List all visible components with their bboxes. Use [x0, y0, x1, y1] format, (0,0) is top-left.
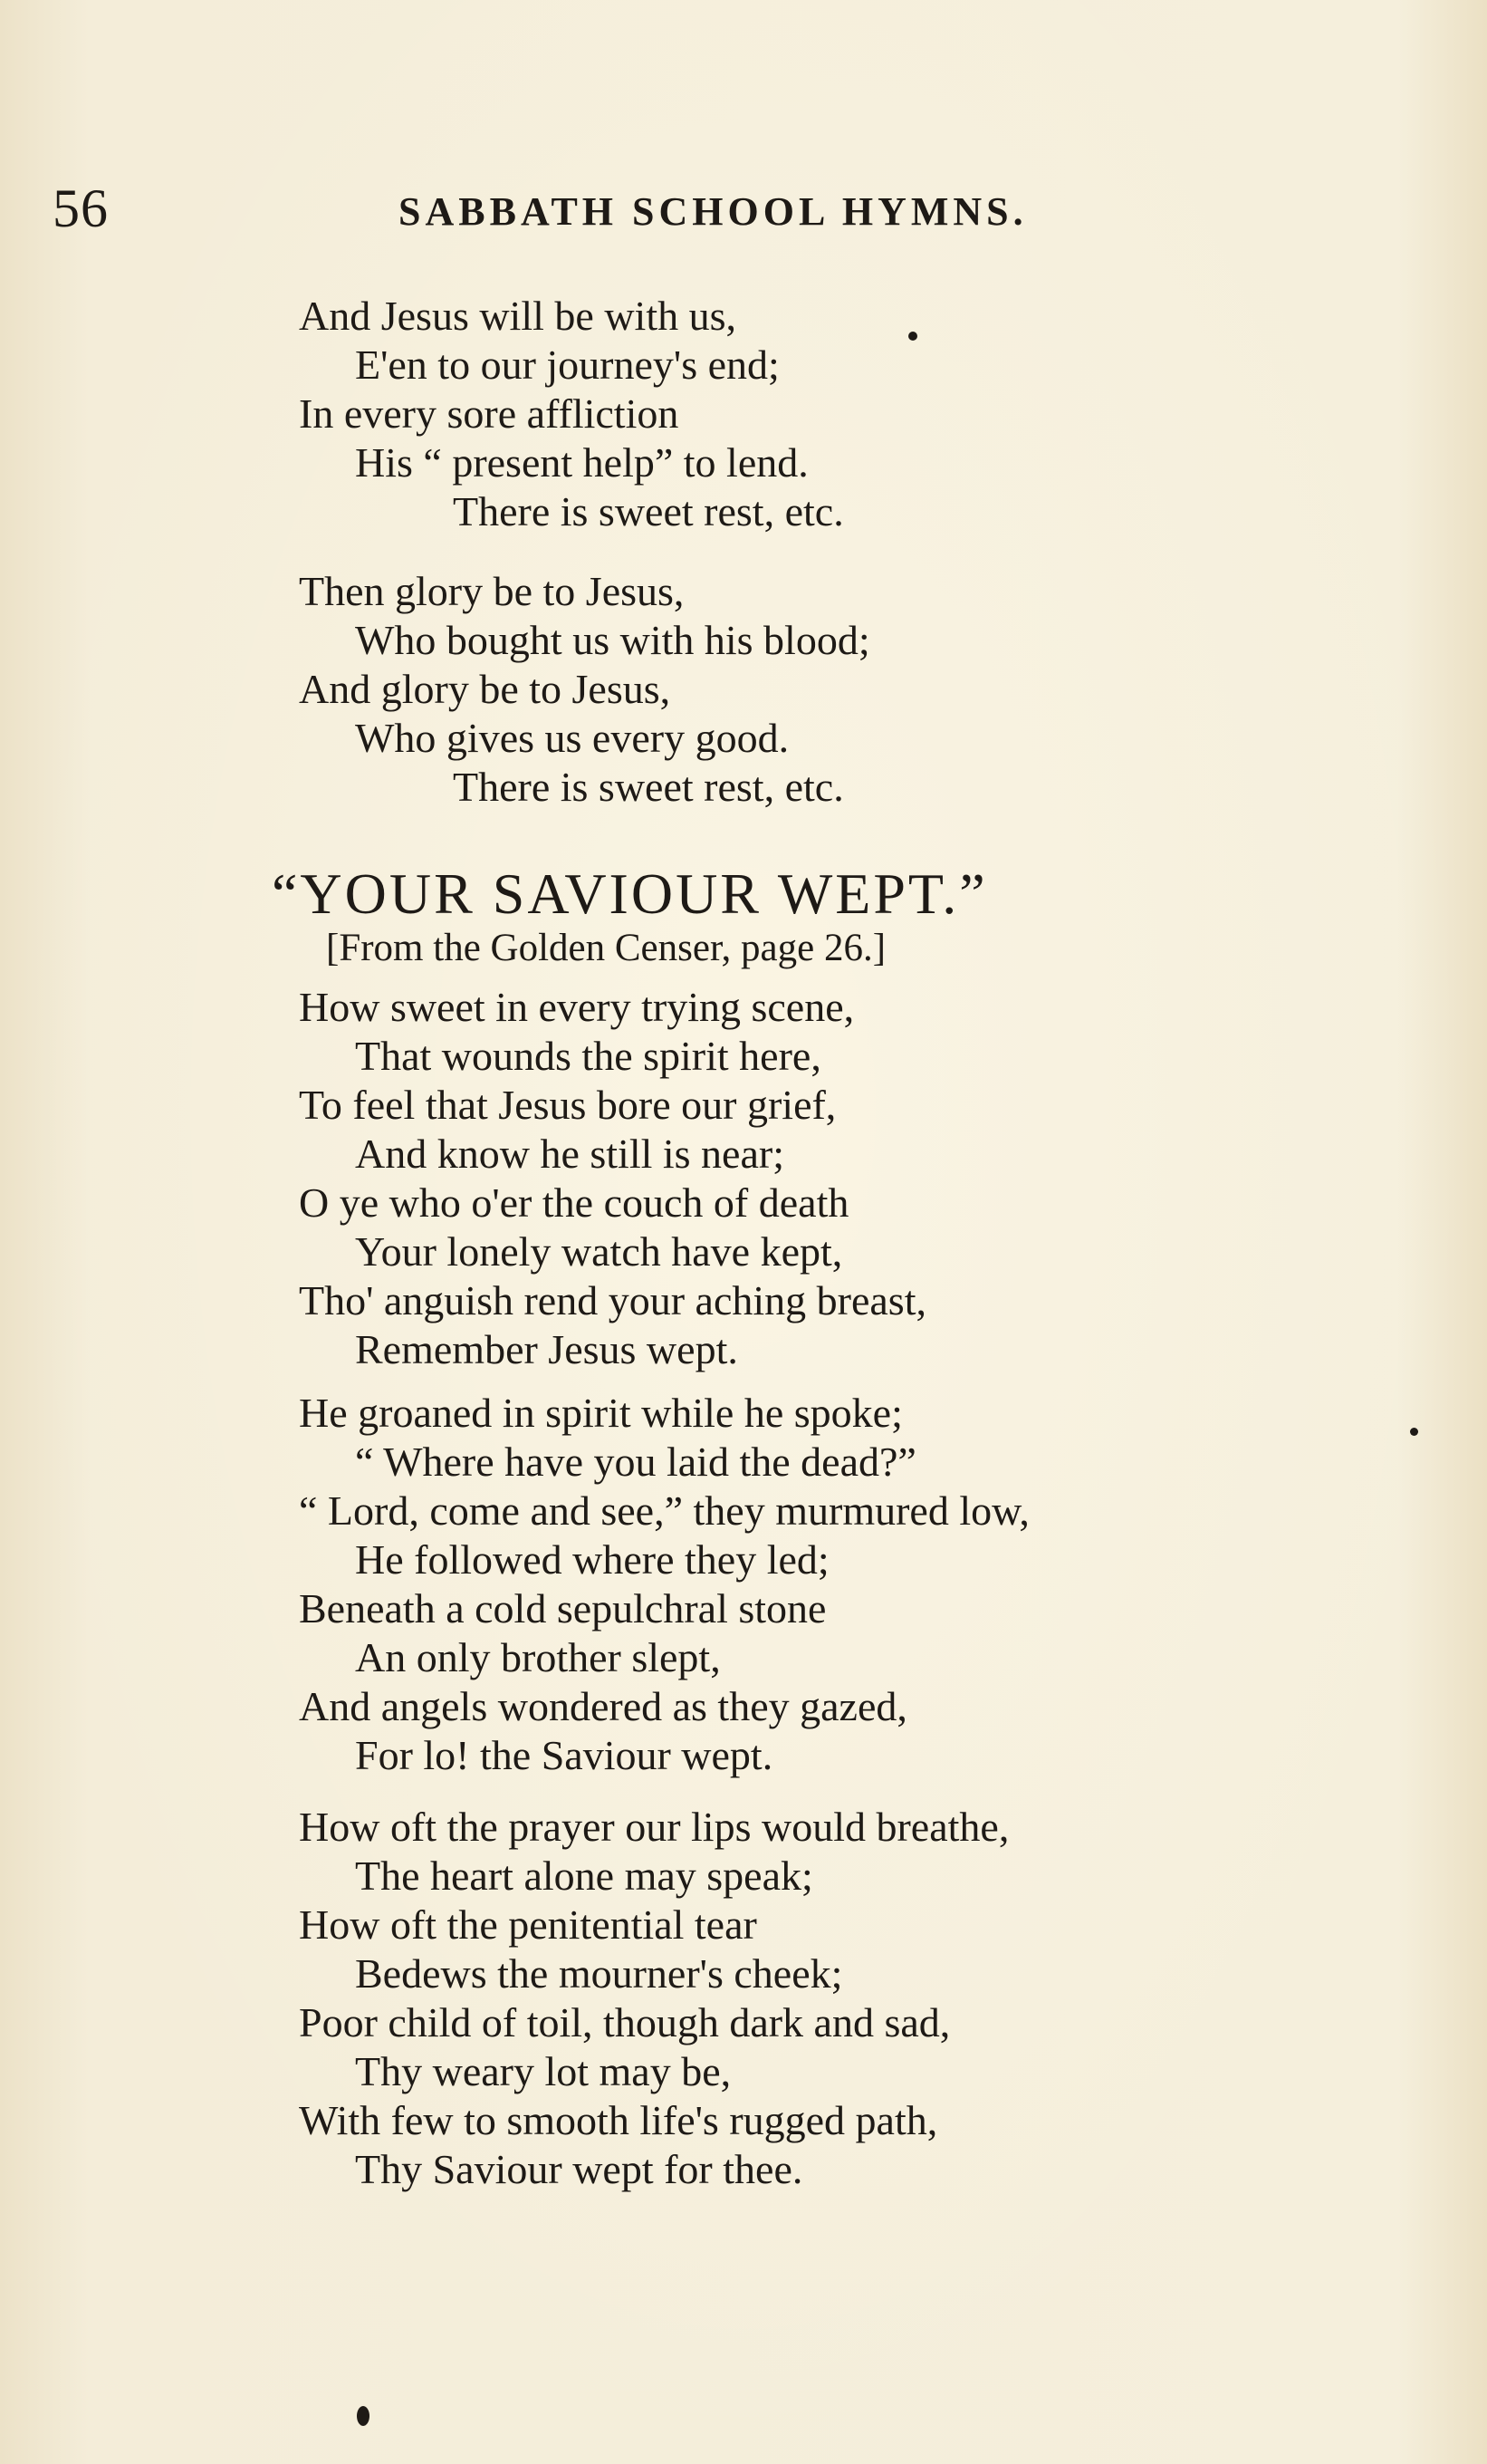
verse-line: In every sore affliction: [299, 390, 679, 437]
verse-line: And angels wondered as they gazed,: [299, 1683, 907, 1729]
verse-line: Thy weary lot may be,: [355, 2048, 732, 2094]
verse-line: And know he still is near;: [355, 1131, 784, 1177]
verse-line: He groaned in spirit while he spoke;: [299, 1390, 903, 1436]
chorus-line: There is sweet rest, etc.: [453, 488, 844, 534]
verse-line: An only brother slept,: [355, 1634, 721, 1680]
verse-line: Poor child of toil, though dark and sad,: [299, 1999, 951, 2045]
verse-line: That wounds the spirit here,: [355, 1033, 821, 1079]
hymn-stanza-3: [299, 1803, 1295, 2194]
verse-line: The heart alone may speak;: [355, 1853, 813, 1899]
ink-speck: [908, 332, 917, 341]
verse-line: “ Lord, come and see,” they murmured low,: [299, 1487, 1030, 1534]
verse-line: And glory be to Jesus,: [299, 666, 671, 712]
verse-line: Beneath a cold sepulchral stone: [299, 1585, 827, 1631]
verse-line: For lo! the Saviour wept.: [355, 1732, 773, 1778]
verse-line: With few to smooth life's rugged path,: [299, 2097, 938, 2143]
verse-line: How sweet in every trying scene,: [299, 984, 855, 1030]
hymn-stanza-2: [299, 1389, 1295, 1780]
verse-line: How oft the prayer our lips would breathe,: [299, 1804, 1010, 1850]
verse-line: Tho' anguish rend your aching breast,: [299, 1277, 926, 1323]
verse-line: O ye who o'er the couch of death: [299, 1179, 849, 1226]
verse-line: Remember Jesus wept.: [355, 1326, 738, 1372]
verse-line: How oft the penitential tear: [299, 1901, 757, 1948]
verse-line: To feel that Jesus bore our grief,: [299, 1082, 837, 1128]
verse-line: “ Where have you laid the dead?”: [355, 1439, 916, 1485]
ink-speck: [357, 2406, 369, 2426]
ink-speck: [1410, 1428, 1418, 1436]
verse-line: Your lonely watch have kept,: [355, 1228, 843, 1275]
verse-line: Thy Saviour wept for thee.: [355, 2146, 803, 2192]
hymn-stanza-1: [299, 983, 1295, 1374]
hymn-source: [From the Golden Censer, page 26.]: [326, 927, 887, 969]
verse-line: Who gives us every good.: [355, 715, 790, 761]
verse-line: He followed where they led;: [355, 1536, 830, 1583]
verse-line: His “ present help” to lend.: [355, 439, 809, 486]
verse-line: Who bought us with his blood;: [355, 617, 870, 663]
verse-line: Then glory be to Jesus,: [299, 568, 685, 614]
prev-hymn-stanza-2: [299, 567, 1295, 812]
prev-hymn-stanza-1: [299, 292, 1295, 536]
verse-line: Bedews the mourner's cheek;: [355, 1950, 843, 1997]
page-number: 56: [53, 178, 109, 238]
chorus-line: There is sweet rest, etc.: [453, 764, 844, 810]
verse-line: And Jesus will be with us,: [299, 293, 736, 339]
hymn-title: “YOUR SAVIOUR WEPT.”: [272, 861, 988, 926]
verse-line: E'en to our journey's end;: [355, 342, 780, 388]
running-title: SABBATH SCHOOL HYMNS.: [398, 189, 1028, 234]
